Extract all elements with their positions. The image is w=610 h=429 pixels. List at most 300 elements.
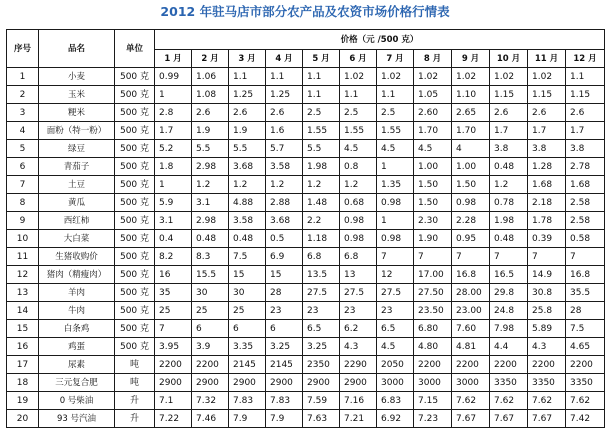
price-cell: 0.68 xyxy=(340,194,377,212)
price-cell: 7.62 xyxy=(566,392,605,410)
price-cell: 1.02 xyxy=(528,68,566,86)
price-cell: 3.95 xyxy=(155,338,192,356)
price-cell: 7 xyxy=(452,248,490,266)
price-cell: 7.63 xyxy=(303,410,340,428)
price-cell: 2.5 xyxy=(340,104,377,122)
price-cell: 0.39 xyxy=(528,230,566,248)
price-cell: 6.9 xyxy=(266,248,303,266)
price-cell: 2145 xyxy=(229,356,266,374)
product-name: 面粉（特一粉） xyxy=(39,122,115,140)
table-row xyxy=(7,338,605,356)
price-cell: 1.18 xyxy=(303,230,340,248)
product-name: 西红柿 xyxy=(39,212,115,230)
price-cell: 2.28 xyxy=(452,212,490,230)
table-body xyxy=(7,68,605,428)
price-cell: 8.3 xyxy=(192,248,229,266)
price-cell: 2200 xyxy=(566,356,605,374)
price-cell: 3.58 xyxy=(266,158,303,176)
price-cell: 3000 xyxy=(414,374,452,392)
price-cell: 2050 xyxy=(377,356,414,374)
price-cell: 3.68 xyxy=(229,158,266,176)
price-cell: 6 xyxy=(229,320,266,338)
table-row xyxy=(7,374,605,392)
price-cell: 7 xyxy=(377,248,414,266)
product-name: 小麦 xyxy=(39,68,115,86)
price-cell: 8.2 xyxy=(155,248,192,266)
price-cell: 1.55 xyxy=(340,122,377,140)
price-cell: 1.2 xyxy=(340,176,377,194)
product-unit: 升 xyxy=(115,392,155,410)
price-cell: 15.5 xyxy=(192,266,229,284)
price-cell: 5.2 xyxy=(155,140,192,158)
header-price-group: 价格（元 /500 克） xyxy=(155,30,605,50)
price-cell: 30 xyxy=(229,284,266,302)
price-cell: 1.28 xyxy=(528,158,566,176)
price-cell: 1.50 xyxy=(414,194,452,212)
product-unit: 500 克 xyxy=(115,104,155,122)
price-cell: 1.02 xyxy=(340,68,377,86)
product-unit: 500 克 xyxy=(115,212,155,230)
price-cell: 1.00 xyxy=(452,158,490,176)
price-cell: 7 xyxy=(528,248,566,266)
price-cell: 1.7 xyxy=(155,122,192,140)
price-cell: 1.55 xyxy=(377,122,414,140)
row-index: 3 xyxy=(7,104,39,122)
header-name: 品名 xyxy=(39,30,115,68)
price-cell: 4.88 xyxy=(229,194,266,212)
price-cell: 2.5 xyxy=(377,104,414,122)
price-cell: 7.9 xyxy=(229,410,266,428)
row-index: 20 xyxy=(7,410,39,428)
product-name: 羊肉 xyxy=(39,284,115,302)
row-index: 11 xyxy=(7,248,39,266)
price-cell: 1.02 xyxy=(490,68,528,86)
price-cell: 2.18 xyxy=(528,194,566,212)
price-cell: 2.5 xyxy=(303,104,340,122)
price-cell: 7 xyxy=(414,248,452,266)
price-cell: 16.8 xyxy=(452,266,490,284)
price-cell: 1.98 xyxy=(303,158,340,176)
price-cell: 6.92 xyxy=(377,410,414,428)
price-cell: 3.35 xyxy=(229,338,266,356)
price-cell: 4.5 xyxy=(340,140,377,158)
price-cell: 0.58 xyxy=(566,230,605,248)
product-unit: 500 克 xyxy=(115,86,155,104)
price-cell: 1 xyxy=(155,176,192,194)
price-cell: 7.21 xyxy=(340,410,377,428)
price-cell: 16.8 xyxy=(566,266,605,284)
product-unit: 500 克 xyxy=(115,284,155,302)
price-cell: 7.15 xyxy=(414,392,452,410)
price-cell: 6.8 xyxy=(340,248,377,266)
product-name: 大白菜 xyxy=(39,230,115,248)
price-cell: 28.00 xyxy=(452,284,490,302)
price-cell: 2.6 xyxy=(192,104,229,122)
price-cell: 2200 xyxy=(155,356,192,374)
price-cell: 15 xyxy=(229,266,266,284)
price-cell: 3.25 xyxy=(303,338,340,356)
product-name: 三元复合肥 xyxy=(39,374,115,392)
table-row xyxy=(7,194,605,212)
price-cell: 3.68 xyxy=(266,212,303,230)
price-cell: 2.6 xyxy=(490,104,528,122)
price-cell: 1.9 xyxy=(229,122,266,140)
price-cell: 12 xyxy=(377,266,414,284)
price-cell: 7.46 xyxy=(192,410,229,428)
price-cell: 1.78 xyxy=(528,212,566,230)
price-cell: 2200 xyxy=(192,356,229,374)
price-cell: 7 xyxy=(155,320,192,338)
row-index: 10 xyxy=(7,230,39,248)
price-cell: 3350 xyxy=(490,374,528,392)
price-cell: 7.67 xyxy=(490,410,528,428)
price-cell: 4.5 xyxy=(414,140,452,158)
price-cell: 0.48 xyxy=(490,230,528,248)
price-cell: 30 xyxy=(192,284,229,302)
price-cell: 1 xyxy=(155,86,192,104)
table-row xyxy=(7,410,605,428)
price-cell: 27.5 xyxy=(377,284,414,302)
price-cell: 25 xyxy=(192,302,229,320)
price-cell: 1.2 xyxy=(266,176,303,194)
price-cell: 7.83 xyxy=(229,392,266,410)
price-cell: 1.06 xyxy=(192,68,229,86)
price-cell: 23.00 xyxy=(452,302,490,320)
price-cell: 2.98 xyxy=(192,212,229,230)
price-cell: 24.8 xyxy=(490,302,528,320)
price-cell: 1.1 xyxy=(229,68,266,86)
table-row xyxy=(7,230,605,248)
price-cell: 1.98 xyxy=(490,212,528,230)
product-unit: 500 克 xyxy=(115,338,155,356)
price-cell: 25 xyxy=(229,302,266,320)
price-cell: 4.65 xyxy=(566,338,605,356)
table-row xyxy=(7,158,605,176)
table-row xyxy=(7,248,605,266)
price-cell: 14.9 xyxy=(528,266,566,284)
table-row xyxy=(7,320,605,338)
price-cell: 2.78 xyxy=(566,158,605,176)
price-cell: 1.1 xyxy=(566,68,605,86)
price-cell: 23.50 xyxy=(414,302,452,320)
price-cell: 7.98 xyxy=(490,320,528,338)
price-cell: 2900 xyxy=(303,374,340,392)
product-name: 猪肉（精瘦肉） xyxy=(39,266,115,284)
price-cell: 3.1 xyxy=(155,212,192,230)
price-cell: 1.1 xyxy=(303,86,340,104)
price-cell: 25.8 xyxy=(528,302,566,320)
price-cell: 2.58 xyxy=(566,194,605,212)
price-cell: 5.5 xyxy=(229,140,266,158)
table-row xyxy=(7,212,605,230)
table-row xyxy=(7,68,605,86)
price-cell: 28 xyxy=(566,302,605,320)
price-cell: 2.98 xyxy=(192,158,229,176)
price-cell: 2200 xyxy=(528,356,566,374)
row-index: 17 xyxy=(7,356,39,374)
price-cell: 1.7 xyxy=(528,122,566,140)
price-cell: 4.3 xyxy=(528,338,566,356)
price-cell: 7.62 xyxy=(452,392,490,410)
price-cell: 0.98 xyxy=(377,230,414,248)
price-cell: 0.98 xyxy=(377,194,414,212)
price-cell: 6 xyxy=(266,320,303,338)
price-cell: 13 xyxy=(340,266,377,284)
price-cell: 23 xyxy=(340,302,377,320)
row-index: 19 xyxy=(7,392,39,410)
price-cell: 6.80 xyxy=(414,320,452,338)
price-cell: 7.42 xyxy=(566,410,605,428)
header-month: 12 月 xyxy=(566,50,605,68)
row-index: 1 xyxy=(7,68,39,86)
table-row xyxy=(7,392,605,410)
product-name: 青茄子 xyxy=(39,158,115,176)
header-month: 8 月 xyxy=(414,50,452,68)
price-cell: 5.89 xyxy=(528,320,566,338)
price-cell: 2900 xyxy=(229,374,266,392)
row-index: 2 xyxy=(7,86,39,104)
price-cell: 1.15 xyxy=(528,86,566,104)
price-cell: 3.9 xyxy=(192,338,229,356)
price-cell: 1.00 xyxy=(414,158,452,176)
row-index: 12 xyxy=(7,266,39,284)
product-name: 93 号汽油 xyxy=(39,410,115,428)
price-cell: 4.4 xyxy=(490,338,528,356)
header-index: 序号 xyxy=(7,30,39,68)
price-cell: 7.62 xyxy=(528,392,566,410)
price-cell: 1.35 xyxy=(377,176,414,194)
product-unit: 500 克 xyxy=(115,230,155,248)
table-row xyxy=(7,356,605,374)
price-cell: 2.30 xyxy=(414,212,452,230)
product-unit: 500 克 xyxy=(115,68,155,86)
header-month: 11 月 xyxy=(528,50,566,68)
product-unit: 吨 xyxy=(115,356,155,374)
price-cell: 35 xyxy=(155,284,192,302)
price-cell: 4.5 xyxy=(377,338,414,356)
price-cell: 17.00 xyxy=(414,266,452,284)
product-unit: 500 克 xyxy=(115,140,155,158)
price-cell: 4 xyxy=(452,140,490,158)
price-cell: 1.9 xyxy=(192,122,229,140)
price-cell: 29.8 xyxy=(490,284,528,302)
price-cell: 23 xyxy=(303,302,340,320)
price-cell: 0.8 xyxy=(340,158,377,176)
header-unit: 单位 xyxy=(115,30,155,68)
row-index: 8 xyxy=(7,194,39,212)
price-cell: 6.5 xyxy=(303,320,340,338)
price-cell: 1.70 xyxy=(452,122,490,140)
price-cell: 2.88 xyxy=(266,194,303,212)
product-name: 玉米 xyxy=(39,86,115,104)
table-row xyxy=(7,266,605,284)
product-unit: 500 克 xyxy=(115,176,155,194)
price-cell: 1.15 xyxy=(490,86,528,104)
price-cell: 3.25 xyxy=(266,338,303,356)
price-cell: 0.5 xyxy=(266,230,303,248)
price-cell: 1.70 xyxy=(414,122,452,140)
price-cell: 1.05 xyxy=(414,86,452,104)
price-cell: 7.59 xyxy=(303,392,340,410)
price-cell: 13.5 xyxy=(303,266,340,284)
price-cell: 0.99 xyxy=(155,68,192,86)
table-row xyxy=(7,86,605,104)
price-cell: 1.2 xyxy=(303,176,340,194)
price-cell: 3000 xyxy=(452,374,490,392)
price-cell: 7.5 xyxy=(229,248,266,266)
row-index: 6 xyxy=(7,158,39,176)
price-cell: 7.32 xyxy=(192,392,229,410)
header-month: 10 月 xyxy=(490,50,528,68)
price-cell: 7 xyxy=(566,248,605,266)
product-name: 生猪收购价 xyxy=(39,248,115,266)
price-cell: 15 xyxy=(266,266,303,284)
price-cell: 0.48 xyxy=(490,158,528,176)
price-cell: 23 xyxy=(377,302,414,320)
price-cell: 2.6 xyxy=(266,104,303,122)
price-cell: 23 xyxy=(266,302,303,320)
row-index: 4 xyxy=(7,122,39,140)
price-cell: 3350 xyxy=(528,374,566,392)
header-month: 7 月 xyxy=(377,50,414,68)
price-cell: 1.25 xyxy=(229,86,266,104)
price-cell: 7.1 xyxy=(155,392,192,410)
product-name: 0 号柴油 xyxy=(39,392,115,410)
price-cell: 1.2 xyxy=(229,176,266,194)
header-month: 2 月 xyxy=(192,50,229,68)
product-name: 白条鸡 xyxy=(39,320,115,338)
product-unit: 500 克 xyxy=(115,122,155,140)
price-cell: 7.23 xyxy=(414,410,452,428)
price-cell: 1.10 xyxy=(452,86,490,104)
price-cell: 7.62 xyxy=(490,392,528,410)
price-cell: 3000 xyxy=(377,374,414,392)
price-cell: 1.02 xyxy=(377,68,414,86)
price-cell: 0.48 xyxy=(229,230,266,248)
price-cell: 7.67 xyxy=(452,410,490,428)
product-unit: 500 克 xyxy=(115,158,155,176)
price-cell: 4.5 xyxy=(377,140,414,158)
price-cell: 2.6 xyxy=(528,104,566,122)
row-index: 14 xyxy=(7,302,39,320)
price-cell: 1.1 xyxy=(266,68,303,86)
product-name: 绿豆 xyxy=(39,140,115,158)
price-cell: 6.5 xyxy=(377,320,414,338)
price-cell: 1.7 xyxy=(490,122,528,140)
price-cell: 1.1 xyxy=(377,86,414,104)
product-unit: 500 克 xyxy=(115,320,155,338)
price-cell: 7.22 xyxy=(155,410,192,428)
product-unit: 500 克 xyxy=(115,194,155,212)
row-index: 15 xyxy=(7,320,39,338)
price-cell: 27.5 xyxy=(340,284,377,302)
price-table xyxy=(6,29,605,428)
price-cell: 30.8 xyxy=(528,284,566,302)
price-cell: 1.2 xyxy=(490,176,528,194)
product-name: 鸡蛋 xyxy=(39,338,115,356)
price-cell: 0.98 xyxy=(340,230,377,248)
table-row xyxy=(7,176,605,194)
price-cell: 1.08 xyxy=(192,86,229,104)
price-cell: 2.6 xyxy=(566,104,605,122)
price-cell: 2900 xyxy=(266,374,303,392)
price-cell: 2.2 xyxy=(303,212,340,230)
price-cell: 2200 xyxy=(452,356,490,374)
price-cell: 5.5 xyxy=(192,140,229,158)
price-cell: 6.2 xyxy=(340,320,377,338)
price-cell: 1.6 xyxy=(266,122,303,140)
price-cell: 3.58 xyxy=(229,212,266,230)
product-name: 尿素 xyxy=(39,356,115,374)
price-cell: 7.16 xyxy=(340,392,377,410)
price-cell: 6.8 xyxy=(303,248,340,266)
row-index: 16 xyxy=(7,338,39,356)
price-cell: 1 xyxy=(377,212,414,230)
price-cell: 2290 xyxy=(340,356,377,374)
header-month: 9 月 xyxy=(452,50,490,68)
price-cell: 0.4 xyxy=(155,230,192,248)
product-unit: 500 克 xyxy=(115,266,155,284)
price-cell: 1.1 xyxy=(303,68,340,86)
product-name: 牛肉 xyxy=(39,302,115,320)
price-cell: 2900 xyxy=(155,374,192,392)
price-cell: 2.60 xyxy=(414,104,452,122)
price-cell: 7.67 xyxy=(528,410,566,428)
price-cell: 0.98 xyxy=(340,212,377,230)
price-cell: 1.55 xyxy=(303,122,340,140)
product-name: 土豆 xyxy=(39,176,115,194)
price-cell: 1.02 xyxy=(452,68,490,86)
product-name: 粳米 xyxy=(39,104,115,122)
price-cell: 27.50 xyxy=(414,284,452,302)
table-row xyxy=(7,284,605,302)
price-cell: 1.2 xyxy=(192,176,229,194)
row-index: 9 xyxy=(7,212,39,230)
price-cell: 6 xyxy=(192,320,229,338)
product-unit: 升 xyxy=(115,410,155,428)
price-cell: 28 xyxy=(266,284,303,302)
product-unit: 500 克 xyxy=(115,302,155,320)
header-month: 1 月 xyxy=(155,50,192,68)
price-cell: 7.83 xyxy=(266,392,303,410)
price-cell: 5.9 xyxy=(155,194,192,212)
price-cell: 4.3 xyxy=(340,338,377,356)
price-cell: 1.48 xyxy=(303,194,340,212)
price-cell: 4.80 xyxy=(414,338,452,356)
row-index: 13 xyxy=(7,284,39,302)
row-index: 18 xyxy=(7,374,39,392)
price-cell: 1.8 xyxy=(155,158,192,176)
price-cell: 3.8 xyxy=(528,140,566,158)
price-cell: 5.7 xyxy=(266,140,303,158)
price-cell: 2900 xyxy=(340,374,377,392)
price-cell: 5.5 xyxy=(303,140,340,158)
page-title: 2012 年驻马店市部分农产品及农资市场价格行情表 xyxy=(160,4,450,19)
product-unit: 500 克 xyxy=(115,248,155,266)
price-cell: 7.60 xyxy=(452,320,490,338)
row-index: 7 xyxy=(7,176,39,194)
header-month: 4 月 xyxy=(266,50,303,68)
price-cell: 1.25 xyxy=(266,86,303,104)
product-unit: 吨 xyxy=(115,374,155,392)
price-cell: 1.90 xyxy=(414,230,452,248)
price-cell: 16.5 xyxy=(490,266,528,284)
header-month: 5 月 xyxy=(303,50,340,68)
price-cell: 2.65 xyxy=(452,104,490,122)
product-name: 黄瓜 xyxy=(39,194,115,212)
price-cell: 1.50 xyxy=(452,176,490,194)
price-cell: 3.8 xyxy=(566,140,605,158)
